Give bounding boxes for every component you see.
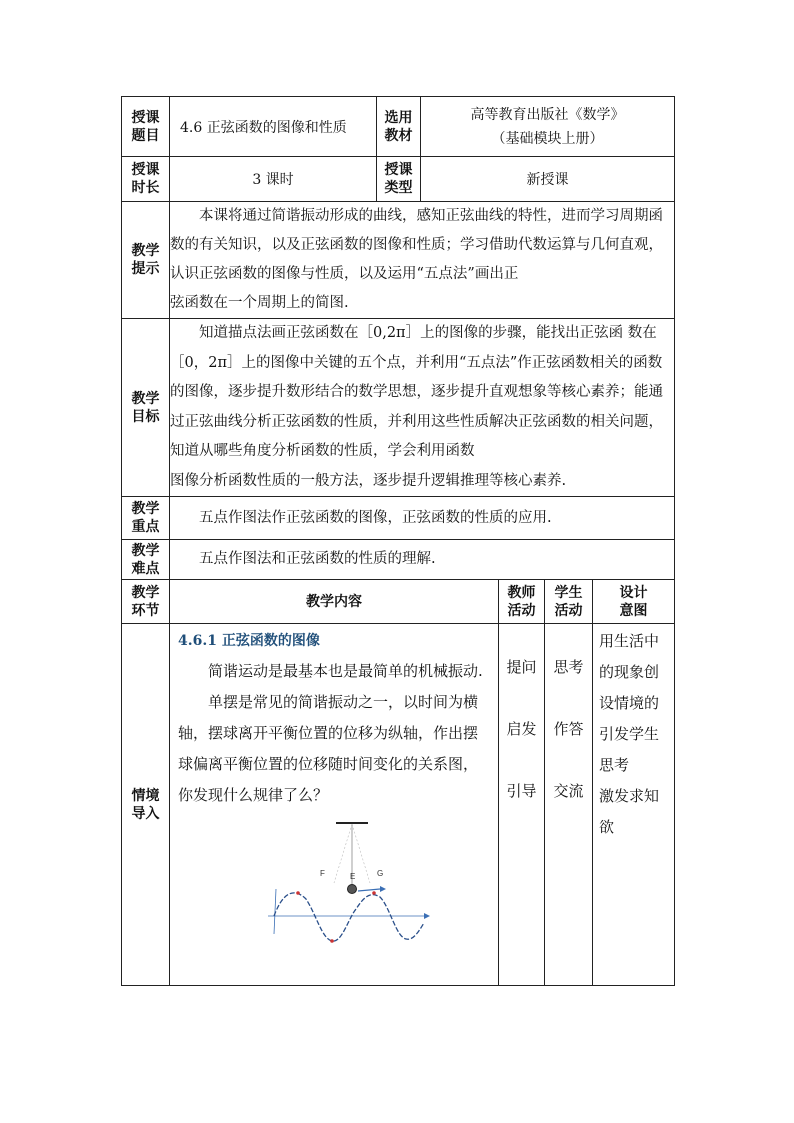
difficulties-label: 教学 难点	[122, 540, 170, 580]
curve-point	[372, 891, 376, 895]
teacher-activities: 提问 启发 引导	[499, 624, 545, 986]
key-points-label: 教学 重点	[122, 497, 170, 540]
intro-content	[170, 624, 499, 986]
tips-label: 教学 提示	[122, 202, 170, 319]
pendulum-sine-figure	[264, 819, 439, 954]
section-title: 4.6.1 正弦函数的图像	[178, 633, 320, 649]
motion-arrow	[358, 889, 380, 891]
intro-row	[122, 624, 675, 986]
lesson-plan-table	[121, 96, 675, 986]
tips-text: 本课将通过简谐振动形成的曲线，感知正弦曲线的特性，进而学习周期函数的有关知识，以及正弦函数的图像和性质；学习借助代数运算与几何直观，认识正弦函数的图像与性质，以及运用“五点法”画出正 弦函数在一个周期上的简图.	[170, 202, 675, 319]
x-axis-arrowhead	[424, 913, 430, 919]
stage-header: 教学 环节	[122, 580, 170, 624]
label-g: G	[377, 869, 384, 878]
curve-point	[296, 891, 300, 895]
student-activities: 思考 作答 交流	[545, 624, 593, 986]
curve-point	[330, 939, 334, 943]
goals-row	[122, 319, 675, 497]
motion-arrowhead	[380, 886, 386, 892]
subject-label: 授课 题目	[122, 97, 170, 157]
duration-label: 授课 时长	[122, 157, 170, 202]
content-header: 教学内容	[170, 580, 499, 624]
goals-text: 知道描点法画正弦函数在［0,2π］上的图像的步骤，能找出正弦函 数在［0，2π］上的图像中关键的五个点，并利用“五点法”作正弦函数相关的函数的图像，逐步提升数形结合的数学思想，逐步提升直观想象等核心素养；能通过正弦曲线分析正弦函数的性质，并利用这些性质解决正弦函数的相关问题，知道从哪些角度分析函数的性质，学会利用函数 图像分析函数性质的一般方法，逐步提升逻辑推理等核心素养.	[170, 319, 675, 497]
design-intent-header: 设计 意图	[593, 580, 675, 624]
sine-curve	[274, 893, 424, 941]
label-f: F	[320, 869, 325, 878]
key-points-text: 五点作图法作正弦函数的图像，正弦函数的性质的应用.	[170, 497, 675, 540]
pendulum-bob	[348, 885, 357, 894]
teacher-activity-header: 教师 活动	[499, 580, 545, 624]
textbook-value: 高等教育出版社《数学》 （基础模块上册）	[421, 97, 675, 157]
subject-value: 4.6 正弦函数的图像和性质	[170, 97, 377, 157]
type-value: 新授课	[421, 157, 675, 202]
design-intent: 用生活中 的现象创 设情境的 引发学生 思考 激发求知 欲	[593, 624, 675, 986]
key-points-row	[122, 497, 675, 540]
intro-paragraph-1: 简谐运动是最基本也是最简单的机械振动.	[208, 662, 483, 680]
difficulties-row	[122, 540, 675, 580]
goals-label: 教学 目标	[122, 319, 170, 497]
intro-paragraph-2: 单摆是常见的简谐振动之一，以时间为横轴，摆球离开平衡位置的位移为纵轴，作出摆球偏离平衡位置的位移随时间变化的关系图，你发现什么规律了么？	[178, 693, 479, 804]
column-header-row	[122, 580, 675, 624]
textbook-label: 选用 教材	[377, 97, 421, 157]
title-row	[122, 97, 675, 157]
tips-row	[122, 202, 675, 319]
type-label: 授课 类型	[377, 157, 421, 202]
intro-stage-label: 情境 导入	[122, 624, 170, 986]
difficulties-text: 五点作图法和正弦函数的性质的理解.	[170, 540, 675, 580]
student-activity-header: 学生 活动	[545, 580, 593, 624]
duration-row	[122, 157, 675, 202]
duration-value: 3 课时	[170, 157, 377, 202]
label-e: E	[350, 872, 356, 881]
